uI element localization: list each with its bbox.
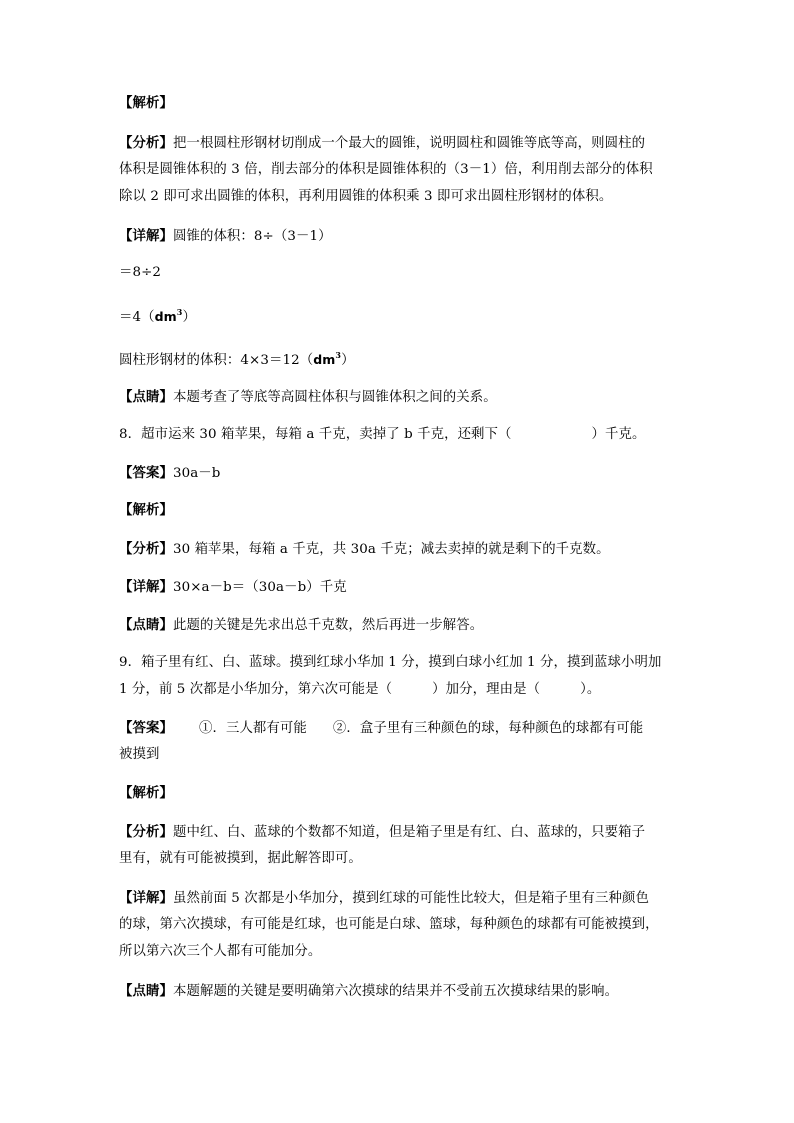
q7-xiangjie-text: 圆锥的体积：8÷（3－1） xyxy=(172,229,332,244)
q9-analysis-heading: 【解析】 xyxy=(119,785,173,801)
q7-fenxi-line-3: 除以 2 即可求出圆锥的体积，再利用圆锥的体积乘 3 即可求出圆柱形钢材的体积。 xyxy=(119,189,613,204)
q7-dianjing-line xyxy=(119,388,497,407)
q9-xiangjie-line-3: 所以第六次三个人都有可能加分。 xyxy=(119,944,322,959)
q7-xiangjie-line xyxy=(119,227,332,246)
q8-answer-label: 【答案】 xyxy=(119,465,173,481)
q9-xiangjie-line-1 xyxy=(119,889,649,908)
q7-cylinder-suffix: ） xyxy=(341,353,355,368)
q9-answer-continuation: 被摸到 xyxy=(119,747,160,762)
q9-question-part-b: ）加分，理由是（ xyxy=(432,682,541,697)
q8-answer-text: 30a－b xyxy=(172,466,221,481)
q7-cylinder-unit-exponent: 3 xyxy=(335,350,342,360)
q8-dianjing-text: 此题的关键是先求出总千克数，然后再进一步解答。 xyxy=(172,618,484,633)
q8-question-suffix: ）千克。 xyxy=(591,427,646,442)
q9-fenxi-label: 【分析】 xyxy=(119,824,173,840)
q7-fenxi-line-2: 体积是圆锥体积的 3 倍，削去部分的体积是圆锥体积的（3－1）倍，利用削去部分的体积 xyxy=(119,162,653,177)
q8-xiangjie-label: 【详解】 xyxy=(119,579,173,595)
q7-cylinder-volume xyxy=(119,351,355,370)
q7-dianjing-text: 本题考查了等底等高圆柱体积与圆锥体积之间的关系。 xyxy=(172,390,497,405)
q8-analysis-heading: 【解析】 xyxy=(119,502,173,518)
q9-question-line-2 xyxy=(119,681,600,699)
q7-unit-exponent: 3 xyxy=(176,307,183,317)
q8-fenxi-text: 30 箱苹果，每箱 a 千克，共 30a 千克；减去卖掉的就是剩下的千克数。 xyxy=(172,542,610,557)
q9-question-part-c: ）。 xyxy=(580,682,601,697)
q9-question-part-a: 1 分，前 5 次都是小华加分，第六次可能是（ xyxy=(119,682,393,697)
q9-answer-label: 【答案】 xyxy=(119,720,173,736)
q9-xiangjie-line-2: 的球，第六次摸球，有可能是红球，也可能是白球、篮球，每种颜色的球都有可能被摸到， xyxy=(119,917,659,932)
q8-xiangjie-line xyxy=(119,578,347,597)
q9-xiangjie-label: 【详解】 xyxy=(119,890,173,906)
q7-analysis-heading: 【解析】 xyxy=(119,95,173,111)
q7-step-3-prefix: ＝4（ xyxy=(119,310,155,325)
q7-unit: dm xyxy=(154,309,177,324)
q8-dianjing-line xyxy=(119,616,483,635)
q8-question-prefix: 8．超市运来 30 箱苹果，每箱 a 千克，卖掉了 b 千克，还剩下（ xyxy=(119,427,512,442)
q9-fenxi-line-1 xyxy=(119,823,645,842)
q9-dianjing-line xyxy=(119,982,618,1001)
q7-step-3-suffix: ） xyxy=(182,310,196,325)
q9-fenxi-text-1: 题中红、白、蓝球的个数都不知道，但是箱子里是有红、白、蓝球的，只要箱子 xyxy=(172,825,646,840)
q7-cylinder-unit: dm xyxy=(313,352,336,367)
q8-fenxi-label: 【分析】 xyxy=(119,541,173,557)
q8-question xyxy=(119,426,646,444)
q8-fenxi-line xyxy=(119,540,610,559)
q7-dianjing-label: 【点睛】 xyxy=(119,389,173,405)
q8-answer-line xyxy=(119,464,220,483)
q9-fenxi-line-2: 里有，就有可能被摸到，据此解答即可。 xyxy=(119,851,362,866)
q9-answer-2: ②．盒子里有三种颜色的球，每种颜色的球都有可能 xyxy=(332,721,644,736)
q7-fenxi-line-1 xyxy=(119,134,645,153)
q9-answer-line xyxy=(119,719,643,738)
q9-xiangjie-text-1: 虽然前面 5 次都是小华加分，摸到红球的可能性比较大，但是箱子里有三种颜色 xyxy=(172,891,649,906)
q9-question-line-1: 9．箱子里有红、白、蓝球。摸到红球小华加 1 分，摸到白球小红加 1 分，摸到蓝球小明加 xyxy=(119,655,662,670)
q9-answer-1: ①．三人都有可能 xyxy=(198,721,307,736)
q8-xiangjie-text: 30×a－b＝（30a－b）千克 xyxy=(172,580,347,595)
q8-dianjing-label: 【点睛】 xyxy=(119,617,173,633)
q7-cylinder-prefix: 圆柱形钢材的体积：4×3＝12（ xyxy=(119,353,314,368)
q7-fenxi-text-1: 把一根圆柱形钢材切削成一个最大的圆锥，说明圆柱和圆锥等底等高，则圆柱的 xyxy=(172,136,646,151)
q7-fenxi-label: 【分析】 xyxy=(119,135,173,151)
q7-xiangjie-label: 【详解】 xyxy=(119,228,173,244)
q9-dianjing-text: 本题解题的关键是要明确第六次摸球的结果并不受前五次摸球结果的影响。 xyxy=(172,984,619,999)
q7-step-2: ＝8÷2 xyxy=(119,265,162,280)
q7-step-3 xyxy=(119,308,196,327)
q9-dianjing-label: 【点睛】 xyxy=(119,983,173,999)
